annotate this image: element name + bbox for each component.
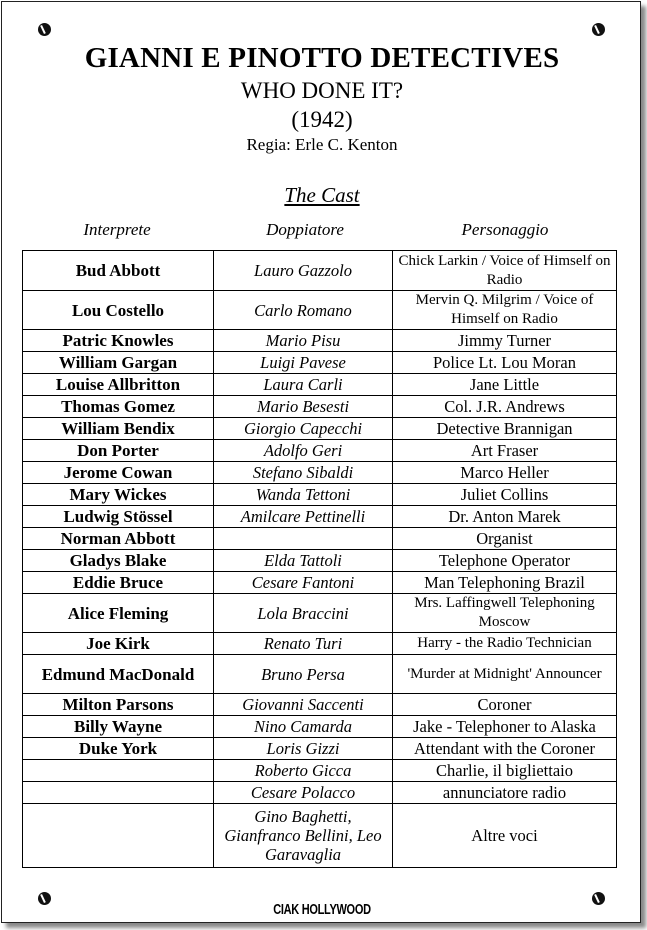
table-row bbox=[23, 594, 617, 633]
actor-cell: Don Porter bbox=[23, 440, 214, 462]
table-row bbox=[23, 782, 617, 804]
actor-cell: Ludwig Stössel bbox=[23, 506, 214, 528]
actor-cell: Thomas Gomez bbox=[23, 396, 214, 418]
column-header-dubber: Doppiatore bbox=[266, 220, 344, 239]
dubber-cell: Gino Baghetti, Gianfranco Bellini, Leo Garavaglia bbox=[214, 804, 393, 868]
role-cell: Jake - Telephoner to Alaska bbox=[393, 716, 617, 738]
role-cell: annunciatore radio bbox=[393, 782, 617, 804]
dubber-cell: Cesare Polacco bbox=[214, 782, 393, 804]
dubber-cell: Roberto Gicca bbox=[214, 760, 393, 782]
table-row bbox=[23, 633, 617, 655]
cast-table bbox=[22, 250, 617, 868]
dubber-cell: Nino Camarda bbox=[214, 716, 393, 738]
dubber-cell: Luigi Pavese bbox=[214, 352, 393, 374]
table-row bbox=[23, 550, 617, 572]
table-row bbox=[23, 462, 617, 484]
role-cell: Juliet Collins bbox=[393, 484, 617, 506]
dubber-cell: Mario Pisu bbox=[214, 330, 393, 352]
role-cell: Man Telephoning Brazil bbox=[393, 572, 617, 594]
cast-table-body bbox=[23, 251, 617, 868]
actor-cell: Billy Wayne bbox=[23, 716, 214, 738]
dubber-cell: Lola Braccini bbox=[214, 594, 393, 633]
original-title: WHO DONE IT? bbox=[240, 78, 404, 103]
actor-cell: William Gargan bbox=[23, 352, 214, 374]
release-year: (1942) bbox=[291, 107, 353, 132]
column-header-role: Personaggio bbox=[461, 220, 549, 239]
role-cell: Charlie, il bigliettaio bbox=[393, 760, 617, 782]
actor-cell: Eddie Bruce bbox=[23, 572, 214, 594]
dubber-cell: Stefano Sibaldi bbox=[214, 462, 393, 484]
dubber-cell bbox=[214, 528, 393, 550]
role-cell: Police Lt. Lou Moran bbox=[393, 352, 617, 374]
table-row bbox=[23, 418, 617, 440]
actor-cell: Norman Abbott bbox=[23, 528, 214, 550]
dubber-cell: Giovanni Saccenti bbox=[214, 694, 393, 716]
table-row bbox=[23, 506, 617, 528]
actor-cell: Joe Kirk bbox=[23, 633, 214, 655]
ciak-hollywood-logo: CIAK HOLLYWOOD bbox=[273, 902, 371, 918]
actor-cell: Gladys Blake bbox=[23, 550, 214, 572]
actor-cell: Edmund MacDonald bbox=[23, 655, 214, 694]
table-row bbox=[23, 655, 617, 694]
role-cell: Marco Heller bbox=[393, 462, 617, 484]
role-cell: Harry - the Radio Technician bbox=[393, 633, 617, 655]
actor-cell: Duke York bbox=[23, 738, 214, 760]
table-row bbox=[23, 484, 617, 506]
role-cell: Mervin Q. Milgrim / Voice of Himself on Radio bbox=[393, 291, 617, 330]
dubber-cell: Loris Gizzi bbox=[214, 738, 393, 760]
actor-cell bbox=[23, 760, 214, 782]
role-cell: 'Murder at Midnight' Announcer bbox=[393, 655, 617, 694]
table-row bbox=[23, 738, 617, 760]
table-row bbox=[23, 330, 617, 352]
actor-cell bbox=[23, 804, 214, 868]
table-row bbox=[23, 694, 617, 716]
role-cell: Jimmy Turner bbox=[393, 330, 617, 352]
actor-cell: Louise Allbritton bbox=[23, 374, 214, 396]
screw-icon bbox=[38, 23, 51, 36]
dubber-cell: Mario Besesti bbox=[214, 396, 393, 418]
role-cell: Attendant with the Coroner bbox=[393, 738, 617, 760]
actor-cell: Mary Wickes bbox=[23, 484, 214, 506]
actor-cell: Milton Parsons bbox=[23, 694, 214, 716]
dubber-cell: Adolfo Geri bbox=[214, 440, 393, 462]
role-cell: Col. J.R. Andrews bbox=[393, 396, 617, 418]
table-row bbox=[23, 804, 617, 868]
dubber-cell: Giorgio Capecchi bbox=[214, 418, 393, 440]
role-cell: Chick Larkin / Voice of Himself on Radio bbox=[393, 251, 617, 291]
table-row bbox=[23, 528, 617, 550]
role-cell: Jane Little bbox=[393, 374, 617, 396]
page-title: GIANNI E PINOTTO DETECTIVES bbox=[84, 42, 560, 74]
actor-cell: Bud Abbott bbox=[23, 251, 214, 291]
dubber-cell: Elda Tattoli bbox=[214, 550, 393, 572]
table-row bbox=[23, 374, 617, 396]
actor-cell: William Bendix bbox=[23, 418, 214, 440]
dubber-cell: Carlo Romano bbox=[214, 291, 393, 330]
cast-heading: The Cast bbox=[284, 183, 360, 207]
actor-cell: Alice Fleming bbox=[23, 594, 214, 633]
table-row bbox=[23, 352, 617, 374]
dubber-cell: Cesare Fantoni bbox=[214, 572, 393, 594]
role-cell: Detective Brannigan bbox=[393, 418, 617, 440]
column-header-actor: Interprete bbox=[83, 220, 151, 239]
cast-card bbox=[1, 1, 641, 923]
actor-cell bbox=[23, 782, 214, 804]
table-row bbox=[23, 291, 617, 330]
dubber-cell: Renato Turi bbox=[214, 633, 393, 655]
screw-icon bbox=[592, 23, 605, 36]
actor-cell: Jerome Cowan bbox=[23, 462, 214, 484]
table-row bbox=[23, 396, 617, 418]
dubber-cell: Laura Carli bbox=[214, 374, 393, 396]
role-cell: Telephone Operator bbox=[393, 550, 617, 572]
table-row bbox=[23, 572, 617, 594]
table-row bbox=[23, 440, 617, 462]
role-cell: Dr. Anton Marek bbox=[393, 506, 617, 528]
role-cell: Altre voci bbox=[393, 804, 617, 868]
dubber-cell: Bruno Persa bbox=[214, 655, 393, 694]
table-row bbox=[23, 251, 617, 291]
dubber-cell: Amilcare Pettinelli bbox=[214, 506, 393, 528]
role-cell: Organist bbox=[393, 528, 617, 550]
table-row bbox=[23, 716, 617, 738]
table-row bbox=[23, 760, 617, 782]
role-cell: Mrs. Laffingwell Telephoning Moscow bbox=[393, 594, 617, 633]
director-credit: Regia: Erle C. Kenton bbox=[246, 135, 398, 154]
role-cell: Art Fraser bbox=[393, 440, 617, 462]
dubber-cell: Wanda Tettoni bbox=[214, 484, 393, 506]
actor-cell: Patric Knowles bbox=[23, 330, 214, 352]
actor-cell: Lou Costello bbox=[23, 291, 214, 330]
dubber-cell: Lauro Gazzolo bbox=[214, 251, 393, 291]
role-cell: Coroner bbox=[393, 694, 617, 716]
